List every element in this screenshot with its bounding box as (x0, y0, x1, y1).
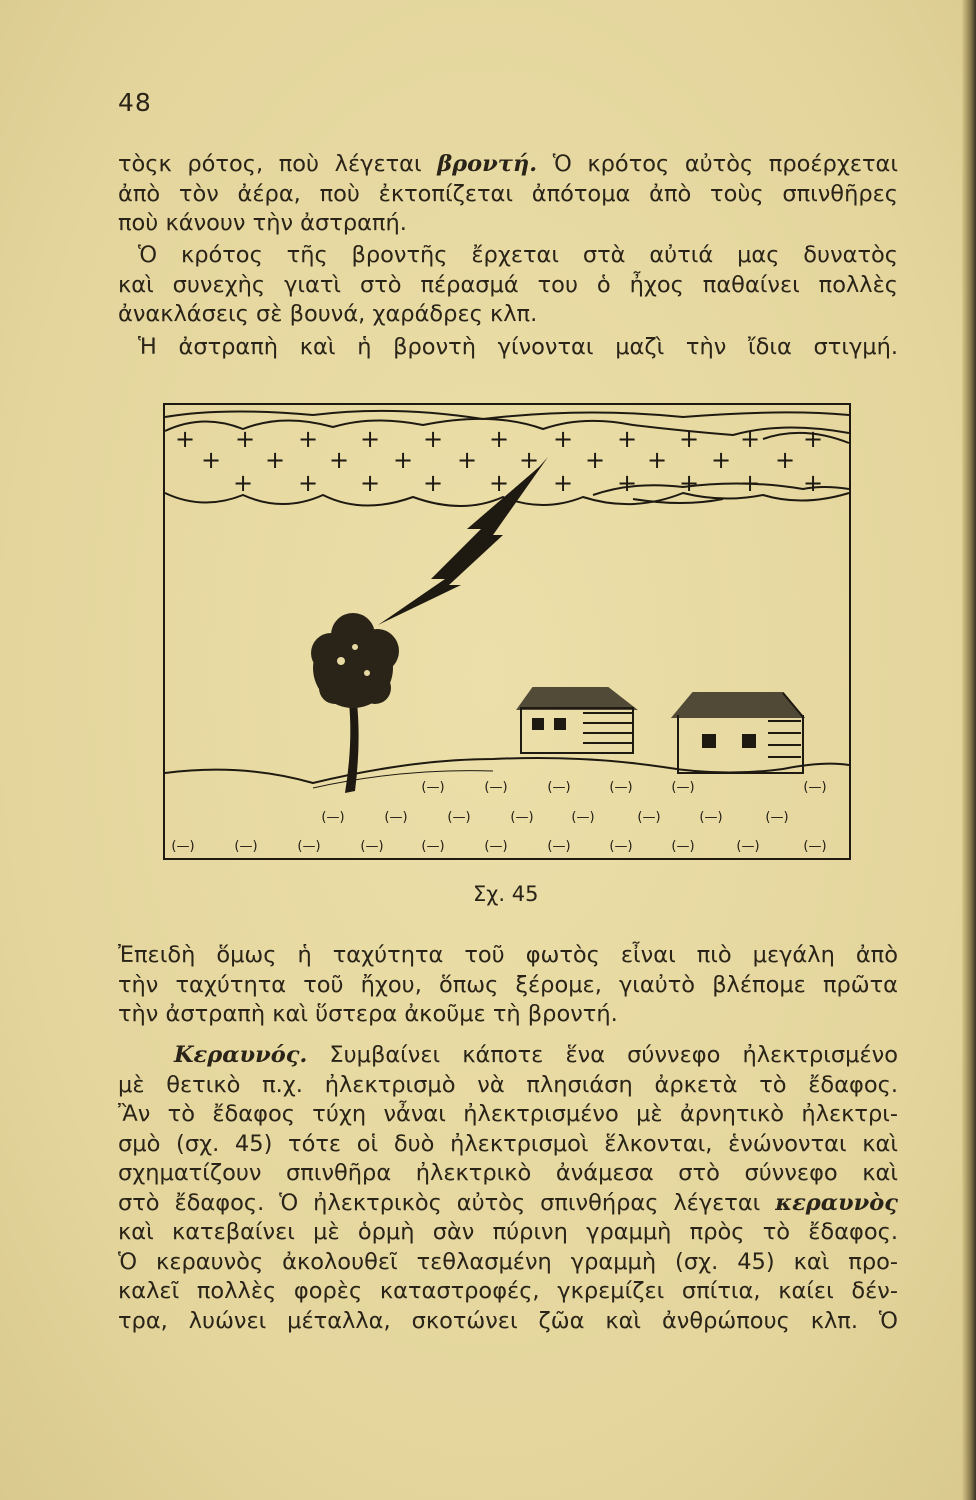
negative-charge-sign: (—) (547, 780, 571, 795)
text-line: καὶ κατεβαίνει μὲ ὁρμὴ σὰν πύρινη γραμμὴ πρὸς τὸ ἔδαφος. (118, 1219, 898, 1245)
positive-charge-sign: + (616, 425, 638, 453)
section-heading-keravnos: Κεραυνός. (174, 1042, 308, 1068)
negative-charge-sign: (—) (736, 839, 760, 854)
positive-charge-sign: + (802, 425, 824, 453)
positive-charge-sign: + (518, 446, 540, 474)
negative-charge-sign: (—) (447, 810, 471, 825)
text-line: ἀνακλάσεις σὲ βουνά, χαράδρες κλπ. (118, 301, 538, 327)
text-line: Ἂν τὸ ἔδαφος τύχη νἆναι ἠλεκτρισμένο μὲ ἀρνητικὸ ἠλεκτρι- (118, 1101, 898, 1127)
positive-charge-sign: + (234, 425, 256, 453)
positive-charge-sign: + (200, 446, 222, 474)
small-house (518, 688, 635, 753)
book-spine-edge (962, 0, 976, 1500)
positive-charge-sign: + (264, 446, 286, 474)
negative-charge-sign: (—) (803, 839, 827, 854)
positive-charge-sign: + (584, 446, 606, 474)
text-line: Ὁ κεραυνὸς ἀκολουθεῖ τεθλασμένη γραμμὴ (σχ. 45) καὶ προ- (118, 1248, 898, 1275)
large-house (673, 693, 803, 773)
positive-charge-sign: + (739, 469, 761, 497)
negative-charge-sign: (—) (297, 839, 321, 854)
positive-charge-sign: + (232, 469, 254, 497)
text-line: σμὸ (σχ. 45) τότε οἱ δυὸ ἠλεκτρισμοὶ ἕλκονται, ἑνώνονται καὶ (118, 1130, 898, 1157)
negative-charge-sign: (—) (671, 780, 695, 795)
positive-charge-sign: + (328, 446, 350, 474)
text-line: τρα, λυώνει μέταλλα, σκοτώνει ζῶα καὶ ἀνθρώπους κλπ. Ὁ (118, 1307, 898, 1334)
positive-charge-sign: + (488, 469, 510, 497)
text-run: στὸ ἔδαφος. Ὁ ἠλεκτρικὸς αὐτὸς σπινθήρας λέγεται (118, 1189, 776, 1216)
positive-charge-sign: + (678, 425, 700, 453)
paragraph-keravnos (118, 1041, 898, 1336)
positive-charge-sign: + (422, 425, 444, 453)
positive-charge-sign: + (802, 469, 824, 497)
figure-lightning-illustration (163, 403, 851, 860)
positive-charge-sign: + (488, 425, 510, 453)
text-line: τὴν ἀστραπὴ καὶ ὕστερα ἀκοῦμε τὴ βροντή. (118, 1001, 618, 1027)
positive-charge-sign: + (774, 446, 796, 474)
positive-charge-sign: + (456, 446, 478, 474)
positive-charge-sign: + (422, 469, 444, 497)
ground-grass (313, 771, 493, 788)
positive-charge-sign: + (359, 425, 381, 453)
positive-charge-sign: + (710, 446, 732, 474)
negative-charge-sign: (—) (510, 810, 534, 825)
negative-charge-sign: (—) (547, 839, 571, 854)
tree (311, 613, 399, 793)
positive-charge-sign: + (552, 425, 574, 453)
text-line: τὴν ταχύτητα τοῦ ἤχου, ὅπως ξέρομε, γιαὐτὸ βλέπομε πρῶτα (118, 971, 898, 998)
term-bronti: βροντή. (437, 151, 538, 177)
paragraph-thunder-1 (118, 150, 898, 239)
text-line (118, 150, 898, 180)
text-line: σχηματίζουν σπινθῆρα ἠλεκτρικὸ ἀνάμεσα στὸ σύννεφο καὶ (118, 1160, 898, 1186)
negative-charge-sign: (—) (637, 810, 661, 825)
paragraph-light-speed (118, 941, 898, 1030)
negative-charge-sign: (—) (484, 780, 508, 795)
negative-charge-sign: (—) (421, 839, 445, 854)
negative-charge-sign: (—) (321, 810, 345, 825)
negative-charge-sign: (—) (171, 839, 195, 854)
negative-charge-sign: (—) (421, 780, 445, 795)
page-number: 48 (118, 88, 152, 117)
text-line: Ἐπειδὴ ὅμως ἡ ταχύτητα τοῦ φωτὸς εἶναι πιὸ μεγάλη ἀπὸ (118, 942, 898, 968)
text-run: τὸςκ ρότος, ποὺ λέγεται (118, 151, 438, 177)
text-line: μὲ θετικὸ π.χ. ἠλεκτρισμὸ νὰ πλησιάση ἀρκετὰ τὸ ἔδαφος. (118, 1071, 898, 1098)
text-line (118, 1041, 898, 1071)
paragraph-thunder-3 (118, 333, 898, 363)
negative-charge-sign: (—) (803, 780, 827, 795)
negative-charge-sign: (—) (765, 810, 789, 825)
positive-charge-sign: + (678, 469, 700, 497)
text-line: καλεῖ πολλὲς φορὲς καταστροφές, γκρεμίζει σπίτια, καίει δέν- (118, 1278, 898, 1304)
positive-charge-sign: + (646, 446, 668, 474)
text-line: Ὁ κρότος τῆς βροντῆς ἔρχεται στὰ αὐτιά μας δυνατὸς (138, 242, 898, 268)
positive-charge-sign: + (297, 425, 319, 453)
text-run: Συμβαίνει κάποτε ἕνα σύννεφο ἠλεκτρισμένο (307, 1042, 898, 1068)
negative-charge-sign: (—) (234, 839, 258, 854)
negative-charge-sign: (—) (609, 839, 633, 854)
term-keravnos: κεραυνὸς (775, 1189, 898, 1216)
negative-charges (171, 780, 826, 854)
negative-charge-sign: (—) (699, 810, 723, 825)
text-line (118, 1189, 898, 1219)
text-run: Ὁ κρότος αὐτὸς προέρχεται (537, 151, 898, 177)
lightning-drawing (163, 403, 851, 860)
negative-charge-sign: (—) (671, 839, 695, 854)
negative-charge-sign: (—) (571, 810, 595, 825)
positive-charge-sign: + (739, 425, 761, 453)
positive-charge-sign: + (359, 469, 381, 497)
text-line: καὶ συνεχὴς γιατὶ στὸ πέρασμά του ὁ ἦχος παθαίνει πολλὲς (118, 271, 898, 298)
text-line: ἀπὸ τὸν ἀέρα, ποὺ ἐκτοπίζεται ἀπότομα ἀπὸ τοὺς σπινθῆρες (118, 180, 898, 207)
positive-charge-sign: + (552, 469, 574, 497)
text-line: ποὺ κάνουν τὴν ἀστραπή. (118, 210, 407, 236)
positive-charge-sign: + (392, 446, 414, 474)
lightning-bolt (378, 457, 548, 625)
positive-charge-sign: + (616, 469, 638, 497)
positive-charge-sign: + (297, 469, 319, 497)
text-line: Ἡ ἀστραπὴ καὶ ἡ βροντὴ γίνονται μαζὶ τὴν ἴδια στιγμή. (138, 334, 898, 360)
paragraph-thunder-2 (118, 241, 898, 330)
negative-charge-sign: (—) (384, 810, 408, 825)
negative-charge-sign: (—) (609, 780, 633, 795)
figure-caption: Σχ. 45 (473, 882, 539, 906)
positive-charges (175, 425, 823, 497)
positive-charge-sign: + (174, 425, 196, 453)
negative-charge-sign: (—) (484, 839, 508, 854)
negative-charge-sign: (—) (360, 839, 384, 854)
